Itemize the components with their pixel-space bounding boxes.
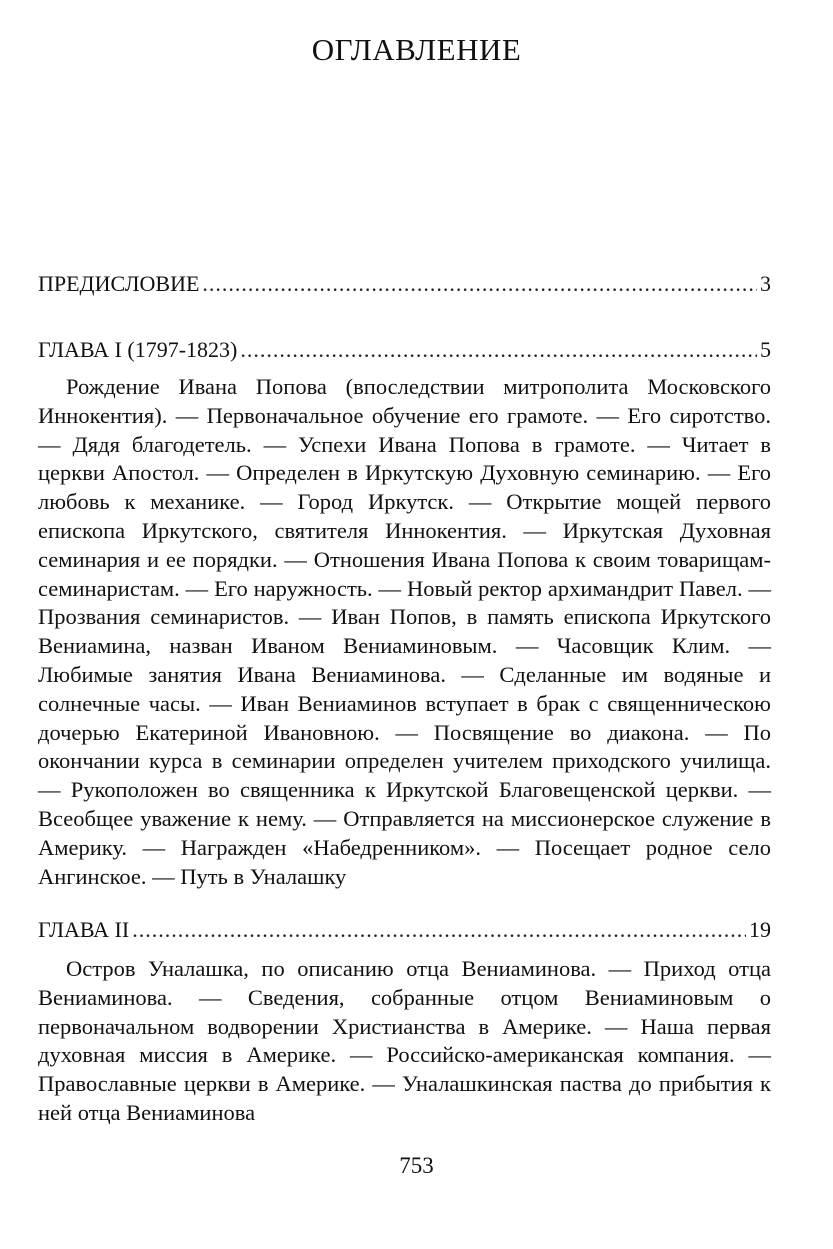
dot-leader — [240, 337, 757, 363]
toc-entry-chapter-1[interactable] — [38, 337, 771, 363]
chapter-2-summary: Остров Уналашка, по описанию отца Вениаминова. — Приход отца Вениаминова. — Сведения, собранные отцом Вениаминовым о первоначальном водворении Христианства в Америке. — Наша первая духовная миссия в Америке. — Российско-американская компания. — Православные церкви в Америке. — Уналашкинская паства до прибытия к ней отца Вениаминова — [38, 956, 771, 1125]
page-number: 753 — [399, 1153, 434, 1178]
dot-leader — [202, 271, 757, 297]
toc-entry-chapter-2[interactable] — [38, 917, 771, 943]
toc-entry-preface[interactable] — [38, 271, 771, 297]
toc-entry-label: ПРЕДИСЛОВИЕ — [38, 271, 200, 296]
toc-entry-page: 19 — [749, 917, 771, 942]
chapter-1-summary: Рождение Ивана Попова (впоследствии митрополита Московского Иннокентия). — Первоначальное обучение его грамоте. — Его сиротство. — Дядя благодетель. — Успехи Ивана Попова в грамоте. — Читает в церкви Апостол. — Определен в Иркутскую Духовную семинарию. — Его любовь к механике. — Город Иркутск. — Открытие мощей первого епископа Иркутского, святителя Иннокентия. — Иркутская Духовная семинария и ее порядки. — Отношения Ивана Попова к своим товарищам-семинаристам. — Его наружность. — Новый ректор архимандрит Павел. — Прозвания семинаристов. — Иван Попов, в память епископа Иркутского Вениамина, назван Иваном Вениаминовым. — Часовщик Клим. — Любимые занятия Ивана Вениаминова. — Сделанные им водяные и солнечные часы. — Иван Вениаминов вступает в брак с священническою дочерью Екатериной Ивановною. — Посвящение во диакона. — По окончании курса в семинарии определен учителем приходского училища. — Рукоположен во священника к Иркутской Благовещенской церкви. — Всеобщее уважение к нему. — Отправляется на миссионерское служение в Америку. — Награжден «Набедренником». — Посещает родное село Ангинское. — Путь в Уналашку — [38, 374, 771, 889]
toc-entry-label: ГЛАВА I (1797-1823) — [38, 337, 238, 362]
toc-entry-page: 3 — [760, 271, 771, 296]
toc-entry-page: 5 — [760, 337, 771, 362]
page-title: ОГЛАВЛЕНИЕ — [311, 32, 522, 67]
dot-leader — [132, 917, 746, 943]
toc-entry-label: ГЛАВА II — [38, 917, 130, 942]
